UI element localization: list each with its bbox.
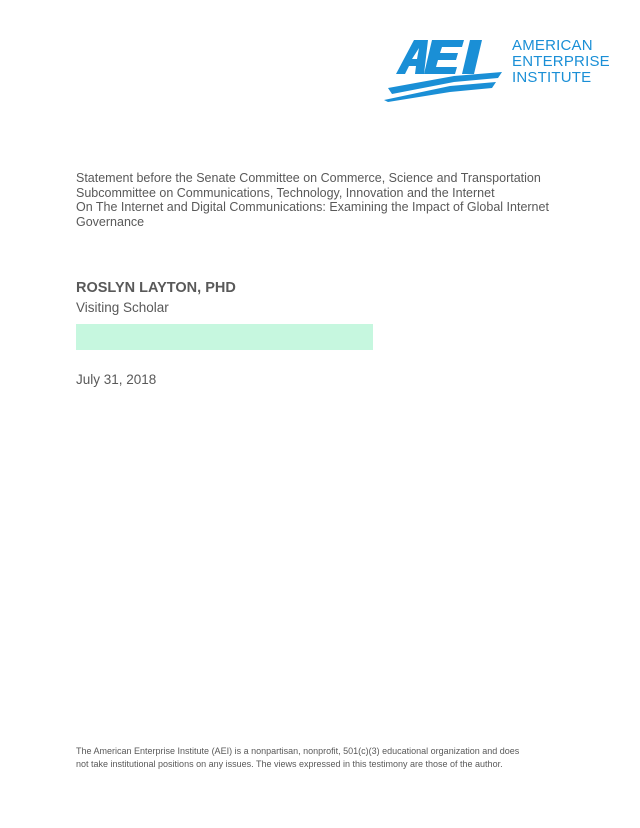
aei-logo-text (512, 38, 610, 86)
aei-logo-mark-icon (384, 38, 510, 102)
statement-line: Subcommittee on Communications, Technology, Innovation and the Internet (76, 185, 495, 200)
statement-line: Governance (76, 214, 145, 229)
logo-line-american: AMERICAN (512, 37, 593, 54)
disclaimer-footer (76, 745, 576, 770)
footer-line: not take institutional positions on any issues. The views expressed in this testimony are those of the author. (76, 758, 503, 769)
statement-line: Statement before the Senate Committee on Commerce, Science and Transportation (76, 171, 541, 185)
logo-line-institute: INSTITUTE (512, 69, 592, 86)
footer-line: The American Enterprise Institute (AEI) is a nonpartisan, nonprofit, 501(c)(3) educational organization and does (76, 746, 520, 756)
statement-heading (76, 171, 576, 229)
logo-line-enterprise: ENTERPRISE (512, 53, 610, 70)
statement-date: July 31, 2018 (76, 372, 157, 387)
author-name: ROSLYN LAYTON, PHD (76, 280, 236, 296)
author-title: Visiting Scholar (76, 300, 169, 315)
statement-line: On The Internet and Digital Communications: Examining the Impact of Global Internet (76, 200, 549, 214)
highlight-bar (76, 324, 373, 350)
aei-logo (384, 37, 610, 102)
